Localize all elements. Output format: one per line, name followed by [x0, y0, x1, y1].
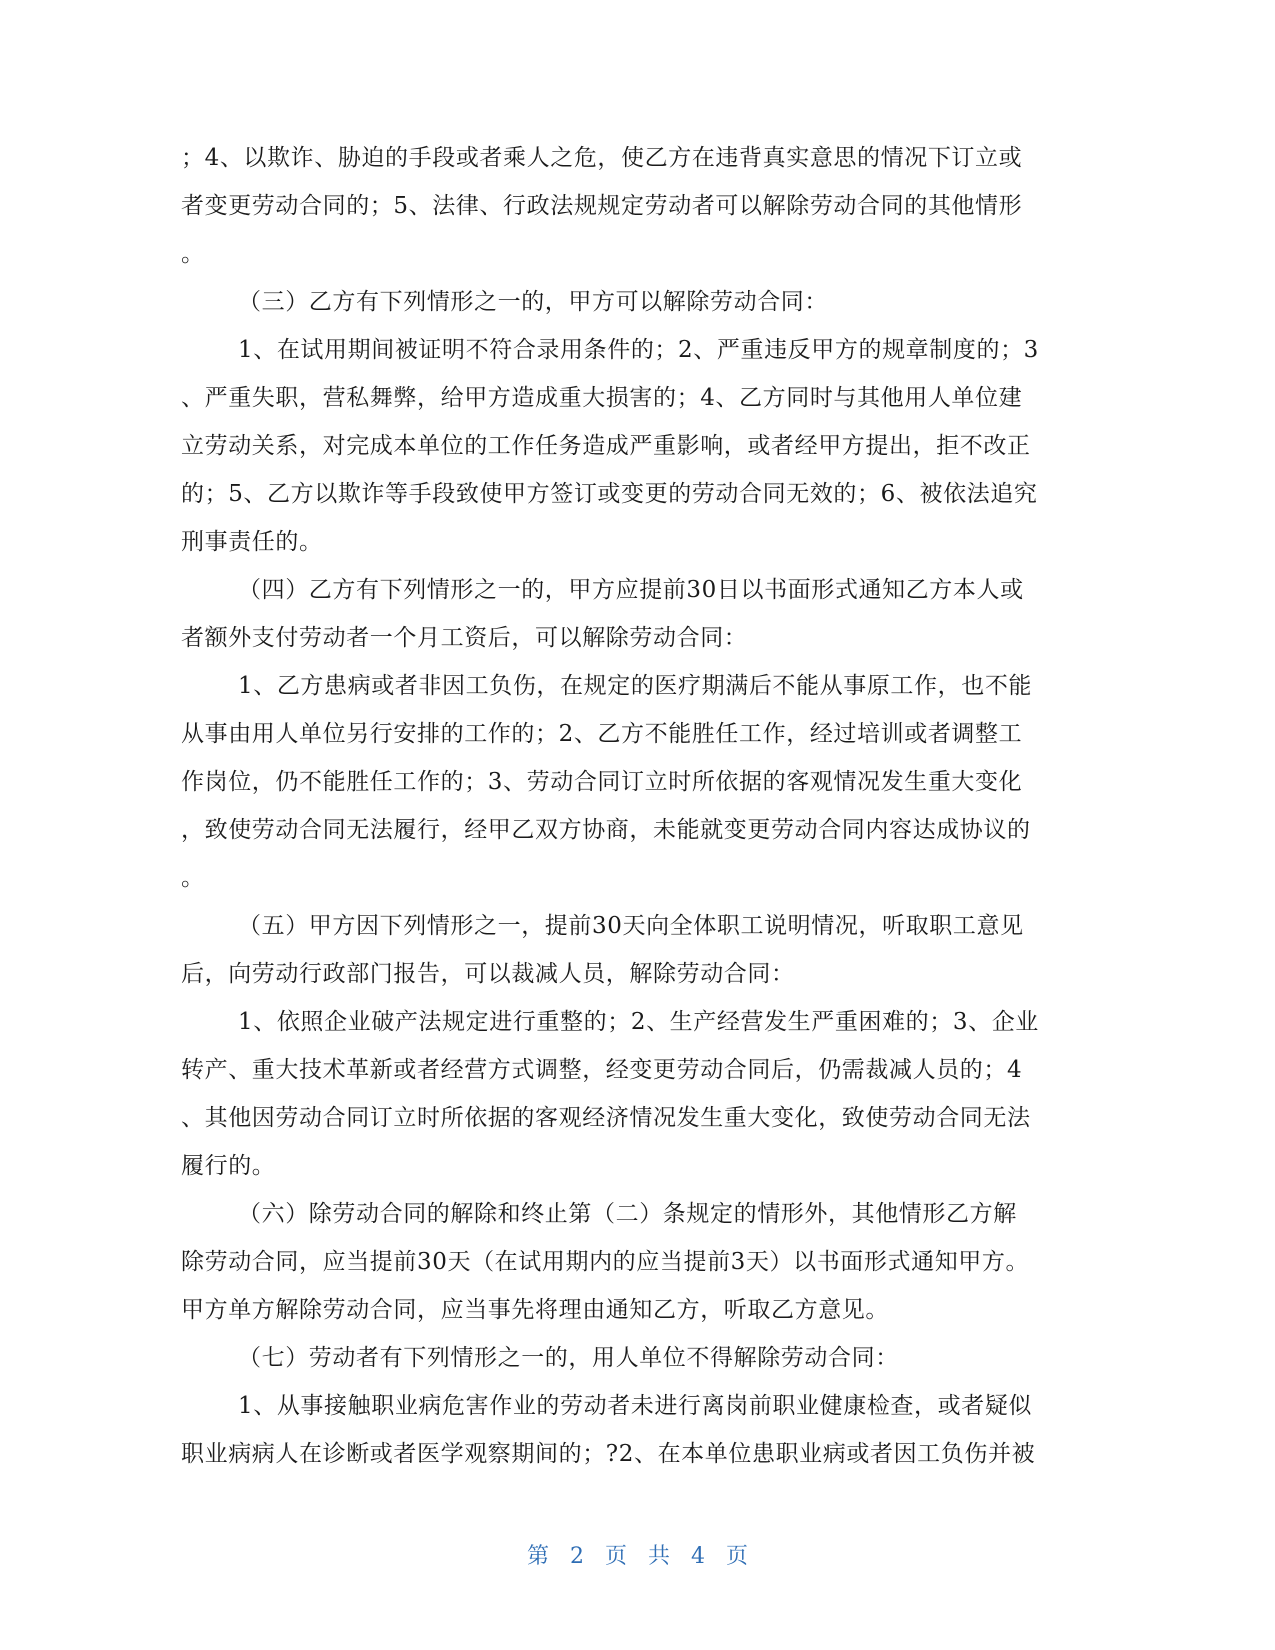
text-line: 、严重失职，营私舞弊，给甲方造成重大损害的；4、乙方同时与其他用人单位建 — [181, 385, 1023, 411]
footer-total-pages: 4 — [691, 1544, 706, 1569]
text-line: 1、在试用期间被证明不符合录用条件的；2、严重违反甲方的规章制度的；3 — [238, 337, 1039, 363]
footer-total-label: 共 — [648, 1544, 671, 1569]
text-line: 从事由用人单位另行安排的工作的；2、乙方不能胜任工作，经过培训或者调整工 — [181, 721, 1023, 747]
text-line: 。 — [181, 241, 205, 267]
text-line: ，致使劳动合同无法履行，经甲乙双方协商，未能就变更劳动合同内容达成协议的 — [181, 817, 1031, 843]
footer-page-unit: 页 — [604, 1544, 627, 1569]
text-line: 除劳动合同，应当提前30天（在试用期内的应当提前3天）以书面形式通知甲方。 — [181, 1249, 1030, 1275]
text-line: 者额外支付劳动者一个月工资后，可以解除劳动合同： — [181, 625, 748, 651]
text-line: 作岗位，仍不能胜任工作的；3、劳动合同订立时所依据的客观情况发生重大变化 — [181, 769, 1023, 795]
text-line: 刑事责任的。 — [181, 529, 323, 555]
text-line: （五）甲方因下列情形之一，提前30天向全体职工说明情况，听取职工意见 — [238, 913, 1024, 939]
text-line: 转产、重大技术革新或者经营方式调整，经变更劳动合同后，仍需裁减人员的；4 — [181, 1057, 1023, 1083]
text-line: （四）乙方有下列情形之一的，甲方应提前30日以书面形式通知乙方本人或 — [238, 577, 1024, 603]
text-line: ；4、以欺诈、胁迫的手段或者乘人之危，使乙方在违背真实意思的情况下订立或 — [181, 145, 1023, 171]
text-line: （三）乙方有下列情形之一的，甲方可以解除劳动合同： — [238, 289, 828, 315]
text-line: 。 — [181, 865, 205, 891]
text-line: 甲方单方解除劳动合同，应当事先将理由通知乙方，听取乙方意见。 — [181, 1297, 889, 1323]
page-footer — [0, 1542, 1275, 1572]
text-line: 后，向劳动行政部门报告，可以裁减人员，解除劳动合同： — [181, 961, 795, 987]
footer-total-unit: 页 — [726, 1544, 749, 1569]
footer-current-page: 2 — [569, 1544, 584, 1569]
text-line: 、其他因劳动合同订立时所依据的客观经济情况发生重大变化，致使劳动合同无法 — [181, 1105, 1031, 1131]
text-line: 职业病病人在诊断或者医学观察期间的；?2、在本单位患职业病或者因工负伤并被 — [181, 1441, 1036, 1467]
text-line: 者变更劳动合同的；5、法律、行政法规规定劳动者可以解除劳动合同的其他情形 — [181, 193, 1023, 219]
footer-page-label: 第 — [526, 1544, 549, 1569]
text-line: 1、从事接触职业病危害作业的劳动者未进行离岗前职业健康检查，或者疑似 — [238, 1393, 1033, 1419]
text-line: 的；5、乙方以欺诈等手段致使甲方签订或变更的劳动合同无效的；6、被依法追究 — [181, 481, 1038, 507]
text-line: （六）除劳动合同的解除和终止第（二）条规定的情形外，其他情形乙方解 — [238, 1201, 1017, 1227]
text-line: （七）劳动者有下列情形之一的，用人单位不得解除劳动合同： — [238, 1345, 899, 1371]
text-line: 立劳动关系，对完成本单位的工作任务造成严重影响，或者经甲方提出，拒不改正 — [181, 433, 1031, 459]
text-line: 履行的。 — [181, 1153, 276, 1179]
text-line: 1、乙方患病或者非因工负伤，在规定的医疗期满后不能从事原工作，也不能 — [238, 673, 1033, 699]
text-line: 1、依照企业破产法规定进行重整的；2、生产经营发生严重困难的；3、企业 — [238, 1009, 1039, 1035]
